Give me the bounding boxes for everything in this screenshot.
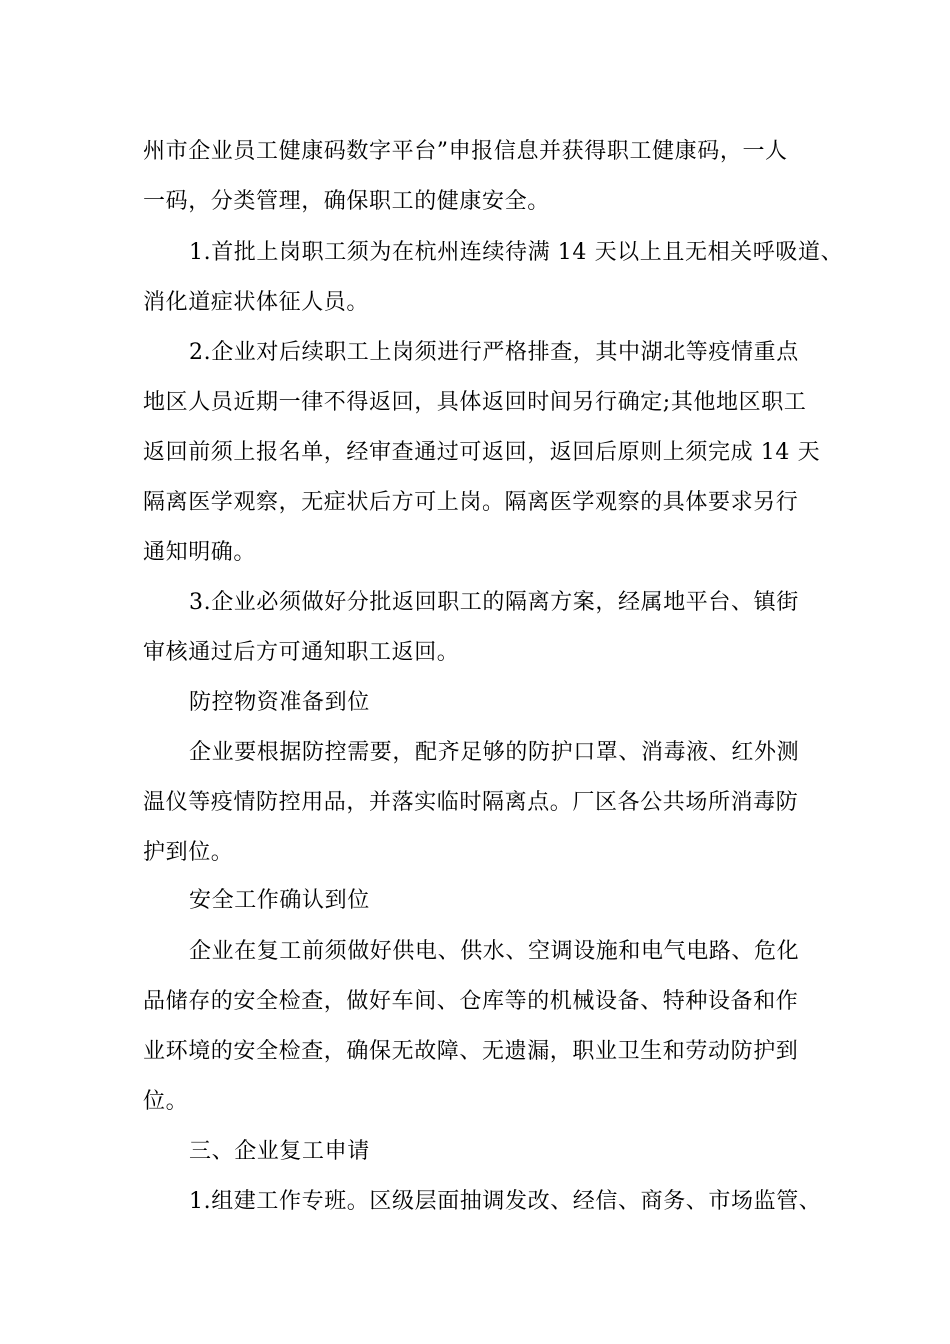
section-heading: 防控物资准备到位 — [189, 690, 370, 715]
text-line: 3.企业必须做好分批返回职工的隔离方案，经属地平台、镇街 — [189, 590, 799, 615]
section-heading: 安全工作确认到位 — [189, 888, 370, 913]
text-line: 1.首批上岗职工须为在杭州连续待满 14 天以上且无相关呼吸道、 — [189, 240, 844, 265]
text-line: 一码，分类管理，确保职工的健康安全。 — [143, 189, 550, 214]
text-line: 企业要根据防控需要，配齐足够的防护口罩、消毒液、红外测 — [189, 740, 800, 765]
text-line: 隔离医学观察，无症状后方可上岗。隔离医学观察的具体要求另行 — [143, 490, 799, 515]
text-line: 返回前须上报名单，经审查通过可返回，返回后原则上须完成 14 天 — [143, 440, 821, 465]
text-line: 温仪等疫情防控用品，并落实临时隔离点。厂区各公共场所消毒防 — [143, 790, 799, 815]
text-line: 州市企业员工健康码数字平台”申报信息并获得职工健康码，一人 — [143, 139, 788, 164]
text-line: 企业在复工前须做好供电、供水、空调设施和电气电路、危化 — [189, 939, 800, 964]
section-heading: 三、企业复工申请 — [189, 1139, 370, 1164]
text-line: 消化道症状体征人员。 — [143, 290, 370, 315]
text-line: 2.企业对后续职工上岗须进行严格排查，其中湖北等疫情重点 — [189, 340, 799, 365]
text-line: 品储存的安全检查，做好车间、仓库等的机械设备、特种设备和作 — [143, 989, 799, 1014]
text-line: 业环境的安全检查，确保无故障、无遗漏，职业卫生和劳动防护到 — [143, 1039, 799, 1064]
text-line: 位。 — [143, 1089, 189, 1114]
text-line: 护到位。 — [143, 840, 234, 865]
text-line: 通知明确。 — [143, 540, 257, 565]
text-line: 1.组建工作专班。区级层面抽调发改、经信、商务、市场监管、 — [189, 1189, 822, 1214]
text-line: 地区人员近期一律不得返回，具体返回时间另行确定;其他地区职工 — [143, 390, 807, 415]
text-line: 审核通过后方可通知职工返回。 — [143, 640, 460, 665]
